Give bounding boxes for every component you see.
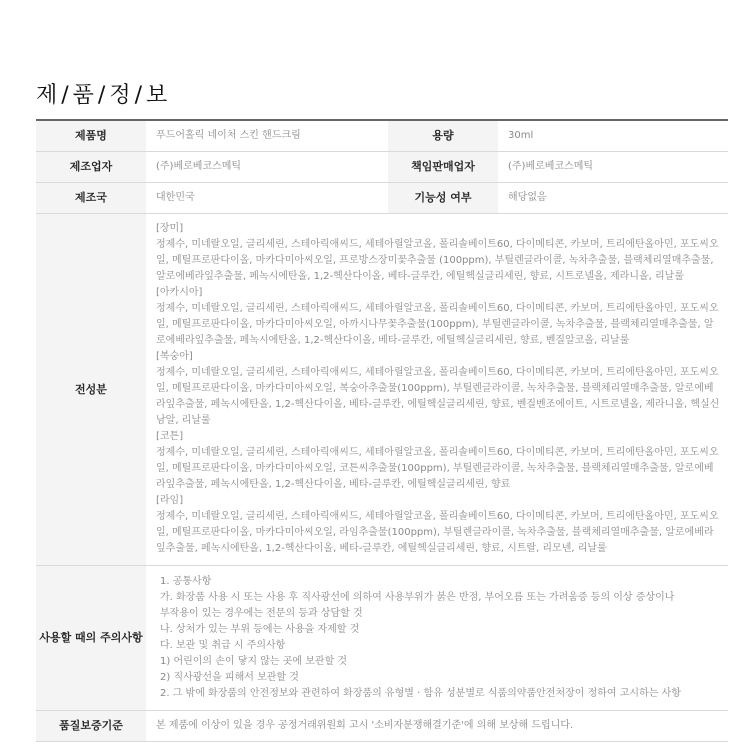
country-label: 제조국 bbox=[36, 183, 146, 214]
table-row bbox=[36, 152, 728, 183]
ingredient-group bbox=[156, 493, 720, 557]
caution-value bbox=[146, 566, 728, 711]
seller-value: (주)베로베코스메틱 bbox=[498, 152, 728, 183]
table-row bbox=[36, 183, 728, 214]
table-row bbox=[36, 120, 728, 152]
manufacturer-value: (주)베로베코스메틱 bbox=[146, 152, 388, 183]
ingredient-group-text: 정제수, 미네랄오일, 글리세린, 스테아릭애씨드, 세테아릴알코올, 폴리솔베이트60, 다이메티콘, 카보머, 트리에탄올아민, 포도씨오일, 메틸프로판다이올, 마카다미아씨오일, 아까시나무꽃추출물(100ppm), 부틸렌글라이콜, 녹차추출물, 블랙체리열매추출물, 알로에베라잎추출물, 페녹시에탄올, 1,2-헥산다이올, 베타-글루칸, 에틸헥실글리세린, 향료, 벤질알코올, 리날룰 bbox=[156, 303, 719, 346]
ingredient-group-name: [복숭아] bbox=[156, 351, 193, 362]
ingredient-group-name: [라임] bbox=[156, 495, 184, 506]
caution-label: 사용할 때의 주의사항 bbox=[36, 566, 146, 711]
table-row bbox=[36, 214, 728, 566]
ingredient-group-text: 정제수, 미네랄오일, 글리세린, 스테아릭애씨드, 세테아릴알코올, 폴리솔베이트60, 다이메티콘, 카보머, 트리에탄올아민, 포도씨오일, 메틸프로판다이올, 마카다미아씨오일, 코튼씨추출물(100ppm), 부틸렌글라이콜, 녹차추출물, 블랙체리열매추출물, 알로에베라잎추출물, 페녹시에탄올, 1,2-헥산다이올, 베타-글루칸, 에틸헥실글리세린, 향료 bbox=[156, 447, 719, 490]
ingredient-group bbox=[156, 429, 720, 493]
functional-value: 해당없음 bbox=[498, 183, 728, 214]
caution-line: 1) 어린이의 손이 닿지 않는 곳에 보관할 것 bbox=[160, 656, 348, 667]
manufacturer-label: 제조업자 bbox=[36, 152, 146, 183]
ingredients-label: 전성분 bbox=[36, 214, 146, 566]
product-info-table bbox=[36, 119, 728, 742]
ingredient-group-name: [장미] bbox=[156, 223, 184, 234]
country-value: 대한민국 bbox=[146, 183, 388, 214]
capacity-value: 30ml bbox=[498, 120, 728, 152]
table-row bbox=[36, 711, 728, 742]
caution-line: 나. 상처가 있는 부위 등에는 사용을 자제할 것 bbox=[160, 624, 360, 635]
capacity-label: 용량 bbox=[388, 120, 498, 152]
ingredients-value bbox=[146, 214, 728, 566]
caution-line: 부작용이 있는 경우에는 전문의 등과 상담할 것 bbox=[160, 608, 363, 619]
caution-line: 1. 공통사항 bbox=[160, 576, 212, 587]
ingredient-group-text: 정제수, 미네랄오일, 글리세린, 스테아릭애씨드, 세테아릴알코올, 폴리솔베이트60, 다이메티콘, 카보머, 트리에탄올아민, 포도씨오일, 메틸프로판다이올, 마카다미아씨오일, 복숭아추출물(100ppm), 부틸렌글라이콜, 녹차추출물, 블랙체리열매추출물, 알로에베라잎추출물, 페녹시에탄올, 1,2-헥산다이올, 베타-글루칸, 에틸헥실글리세린, 향료, 벤질벤조에이트, 시트로넬올, 제라니올, 헥실신남알, 리날룰 bbox=[156, 367, 720, 426]
quality-value: 본 제품에 이상이 있을 경우 공정거래위원회 고시 '소비자분쟁해결기준'에 의해 보상해 드립니다. bbox=[146, 711, 728, 742]
ingredient-group-name: [아카시아] bbox=[156, 287, 203, 298]
ingredient-group bbox=[156, 349, 720, 429]
ingredient-group bbox=[156, 285, 720, 349]
caution-line: 2. 그 밖에 화장품의 안전정보와 관련하여 화장품의 유형별 · 함유 성분별로 식품의약품안전처장이 정하여 고시하는 사항 bbox=[160, 688, 681, 699]
ingredient-group-text: 정제수, 미네랄오일, 글리세린, 스테아릭애씨드, 세테아릴알코올, 폴리솔베이트60, 다이메티콘, 카보머, 트리에탄올아민, 포도씨오일, 메틸프로판다이올, 마카다미아씨오일, 프로방스장미꽃추출물 (100ppm), 부틸렌글라이콜, 녹차추출물, 블랙체리열매추출물, 알로에베라잎추출물, 페녹시에탄올, 1,2-헥산다이올, 베타-글루칸, 에틸헥실글리세린, 향료, 시트로넬올, 제라니올, 리날룰 bbox=[156, 239, 719, 282]
table-row bbox=[36, 566, 728, 711]
page-title: 제/품/정/보 bbox=[36, 83, 172, 108]
product-name-value: 푸드어홀릭 네이처 스킨 핸드크림 bbox=[146, 120, 388, 152]
ingredient-group-name: [코튼] bbox=[156, 431, 184, 442]
product-name-label: 제품명 bbox=[36, 120, 146, 152]
caution-line: 다. 보관 및 취급 시 주의사항 bbox=[160, 640, 286, 651]
ingredient-group-text: 정제수, 미네랄오일, 글리세린, 스테아릭애씨드, 세테아릴알코올, 폴리솔베이트60, 다이메티콘, 카보머, 트리에탄올아민, 포도씨오일, 메틸프로판다이올, 마카다미아씨오일, 라임추출물(100ppm), 부틸렌글라이콜, 녹차추출물, 블랙체리열매추출물, 알로에베라잎추출물, 페녹시에탄올, 1,2-헥산다이올, 베타-글루칸, 에틸헥실글리세린, 향료, 시트랄, 리모넨, 리날룰 bbox=[156, 511, 719, 554]
caution-line: 가. 화장품 사용 시 또는 사용 후 직사광선에 의하여 사용부위가 붉은 반점, 부어오름 또는 가려움증 등의 이상 증상이나 bbox=[160, 592, 675, 603]
seller-label: 책임판매업자 bbox=[388, 152, 498, 183]
ingredient-group bbox=[156, 221, 720, 285]
functional-label: 기능성 여부 bbox=[388, 183, 498, 214]
caution-line: 2) 직사광선을 피해서 보관할 것 bbox=[160, 672, 299, 683]
quality-label: 품질보증기준 bbox=[36, 711, 146, 742]
